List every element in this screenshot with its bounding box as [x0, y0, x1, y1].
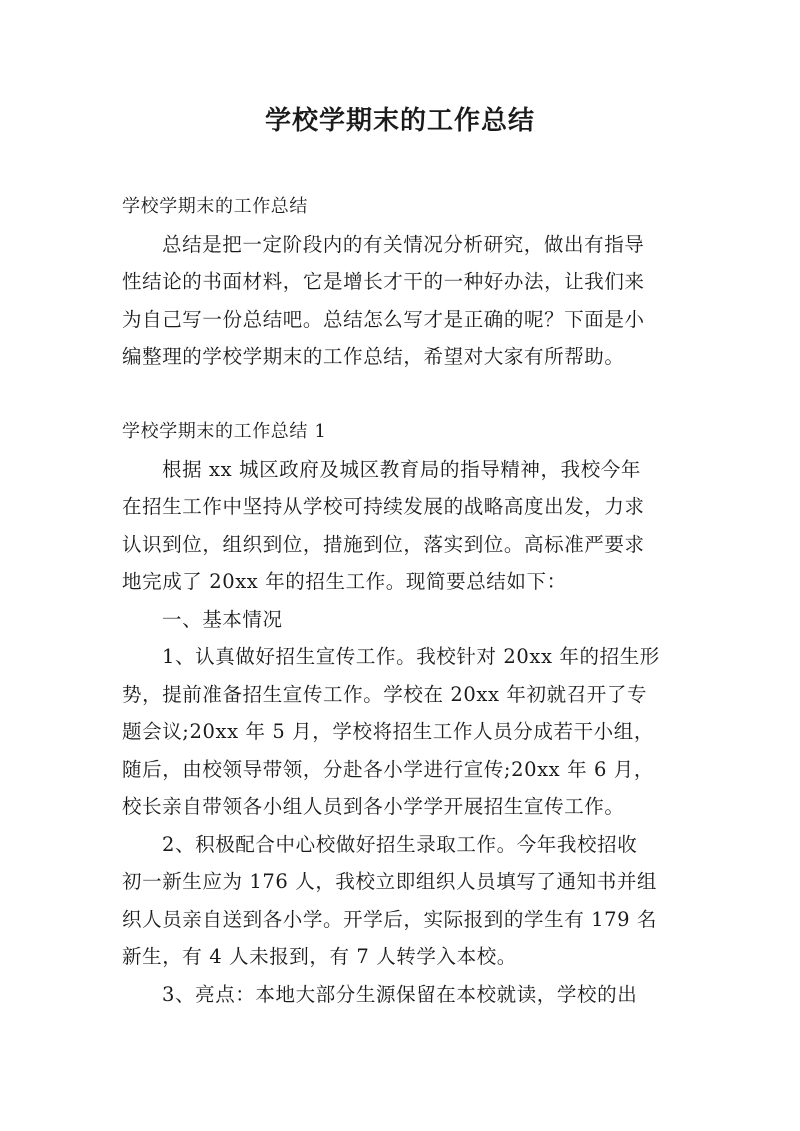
subheading-basic-situation: 一、基本情况 [162, 607, 283, 631]
intro-line: 性结论的书面材料，它是增长才干的一种好办法，让我们来 [122, 270, 645, 293]
intro-heading: 学校学期末的工作总结 [122, 196, 308, 217]
item3-line: 3、亮点：本地大部分生源保留在本校就读，学校的出 [162, 982, 638, 1006]
item1-line: 1、认真做好招生宣传工作。我校针对 20xx 年的招生形 [162, 645, 660, 668]
item2-line: 2、积极配合中心校做好招生录取工作。今年我校招收 [162, 832, 638, 856]
paragraph-line: 认识到位，组织到位，措施到位，落实到位。高标准严要求 [122, 532, 645, 556]
document-body [122, 188, 688, 1013]
paragraph-line: 地完成了 20xx 年的招生工作。现简要总结如下： [122, 570, 567, 593]
intro-line: 为自己写一份总结吧。总结怎么写才是正确的呢？下面是小 [122, 307, 645, 331]
section-heading: 学校学期末的工作总结 1 [122, 421, 327, 442]
document-title: 学校学期末的工作总结 [264, 106, 535, 136]
item2-line: 新生，有 4 人未报到，有 7 人转学入本校。 [122, 945, 517, 968]
item1-line: 校长亲自带领各小组人员到各小学学开展招生宣传工作。 [122, 795, 625, 818]
intro-line: 总结是把一定阶段内的有关情况分析研究，做出有指导 [162, 232, 645, 256]
item1-line: 势，提前准备招生宣传工作。学校在 20xx 年初就召开了专 [122, 682, 648, 706]
paragraph-gap [122, 376, 688, 414]
item2-line: 织人员亲自送到各小学。开学后，实际报到的学生有 179 名 [122, 907, 658, 931]
paragraph-line: 根据 xx 城区政府及城区教育局的指导精神，我校今年 [162, 457, 641, 481]
intro-line: 编整理的学校学期末的工作总结，希望对大家有所帮助。 [122, 345, 625, 368]
item1-line: 随后，由校领导带领，分赴各小学进行宣传;20xx 年 6 月， [122, 757, 654, 781]
item2-line: 初一新生应为 176 人，我校立即组织人员填写了通知书并组 [122, 870, 658, 893]
paragraph-line: 在招生工作中坚持从学校可持续发展的战略高度出发，力求 [122, 495, 645, 518]
item1-line: 题会议;20xx 年 5 月，学校将招生工作人员分成若干小组， [122, 720, 654, 743]
